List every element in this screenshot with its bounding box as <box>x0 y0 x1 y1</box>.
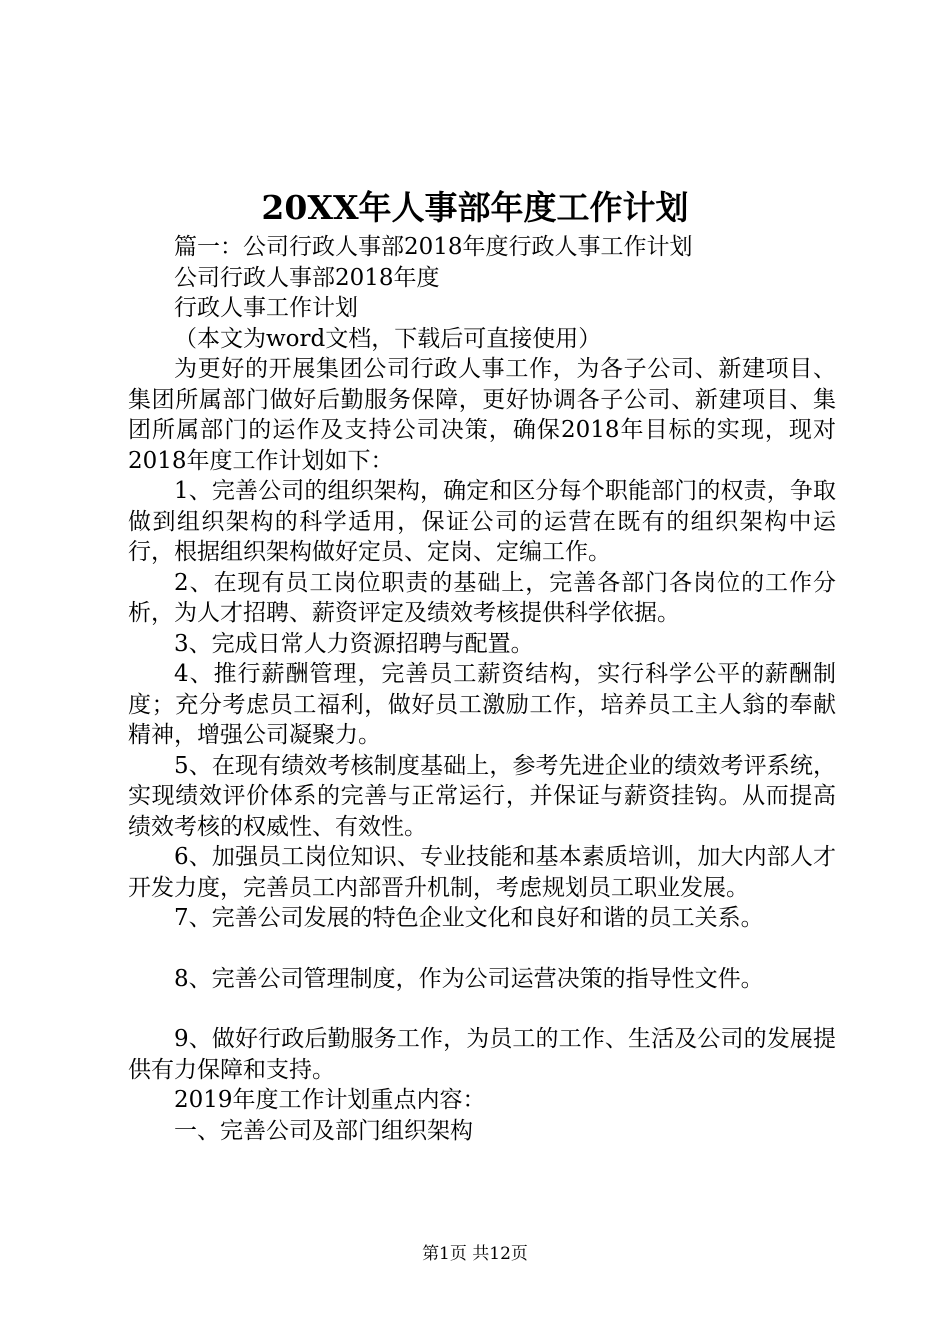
paragraph-2019-heading: 2019年度工作计划重点内容： <box>174 1087 486 1113</box>
paragraph-item-3: 3、完成日常人力资源招聘与配置。 <box>174 630 534 657</box>
paragraph-item-2: 2、在现有员工岗位职责的基础上，完善各部门各岗位的工作分析，为人才招聘、薪资评定及绩效考核提供科学依据。 <box>128 569 836 626</box>
document-title: 20XX年人事部年度工作计划 <box>261 188 689 227</box>
paragraph-item-1: 1、完善公司的组织架构，确定和区分每个职能部门的权责，争取做到组织架构的科学适用，保证公司的运营在既有的组织架构中运行，根据组织架构做好定员、定岗、定编工作。 <box>128 478 836 565</box>
paragraph-item-7: 7、完善公司发展的特色企业文化和良好和谐的员工关系。 <box>174 905 764 931</box>
paragraph-item-5: 5、在现有绩效考核制度基础上，参考先进企业的绩效考评系统，实现绩效评价体系的完善与正常运行，并保证与薪资挂钩。从而提高绩效考核的权威性、有效性。 <box>128 752 836 840</box>
paragraph-department-year: 公司行政人事部2018年度 <box>174 264 440 291</box>
paragraph-plan-title: 行政人事工作计划 <box>174 295 358 321</box>
document-body <box>128 232 836 1146</box>
page-footer: 第1页 共12页 <box>422 1244 528 1264</box>
paragraph-item-4: 4、推行薪酬管理，完善员工薪资结构，实行科学公平的薪酬制度；充分考虑员工福利，做好员工激励工作，培养员工主人翁的奉献精神，增强公司凝聚力。 <box>128 661 836 748</box>
paragraph-article-heading: 篇一：公司行政人事部2018年度行政人事工作计划 <box>174 234 693 260</box>
paragraph-section-1: 一、完善公司及部门组织架构 <box>174 1117 473 1144</box>
paragraph-item-9: 9、做好行政后勤服务工作，为员工的工作、生活及公司的发展提供有力保障和支持。 <box>128 1026 836 1083</box>
paragraph-item-6: 6、加强员工岗位知识、专业技能和基本素质培训，加大内部人才开发力度，完善员工内部晋升机制，考虑规划员工职业发展。 <box>128 844 836 901</box>
paragraph-intro: 为更好的开展集团公司行政人事工作，为各子公司、新建项目、集团所属部门做好后勤服务保障，更好协调各子公司、新建项目、集团所属部门的运作及支持公司决策，确保2018年目标的实现，现对2018年度工作计划如下： <box>128 356 836 474</box>
paragraph-doc-note: （本文为word文档，下载后可直接使用） <box>174 325 602 352</box>
paragraph-item-8: 8、完善公司管理制度，作为公司运营决策的指导性文件。 <box>174 965 764 992</box>
